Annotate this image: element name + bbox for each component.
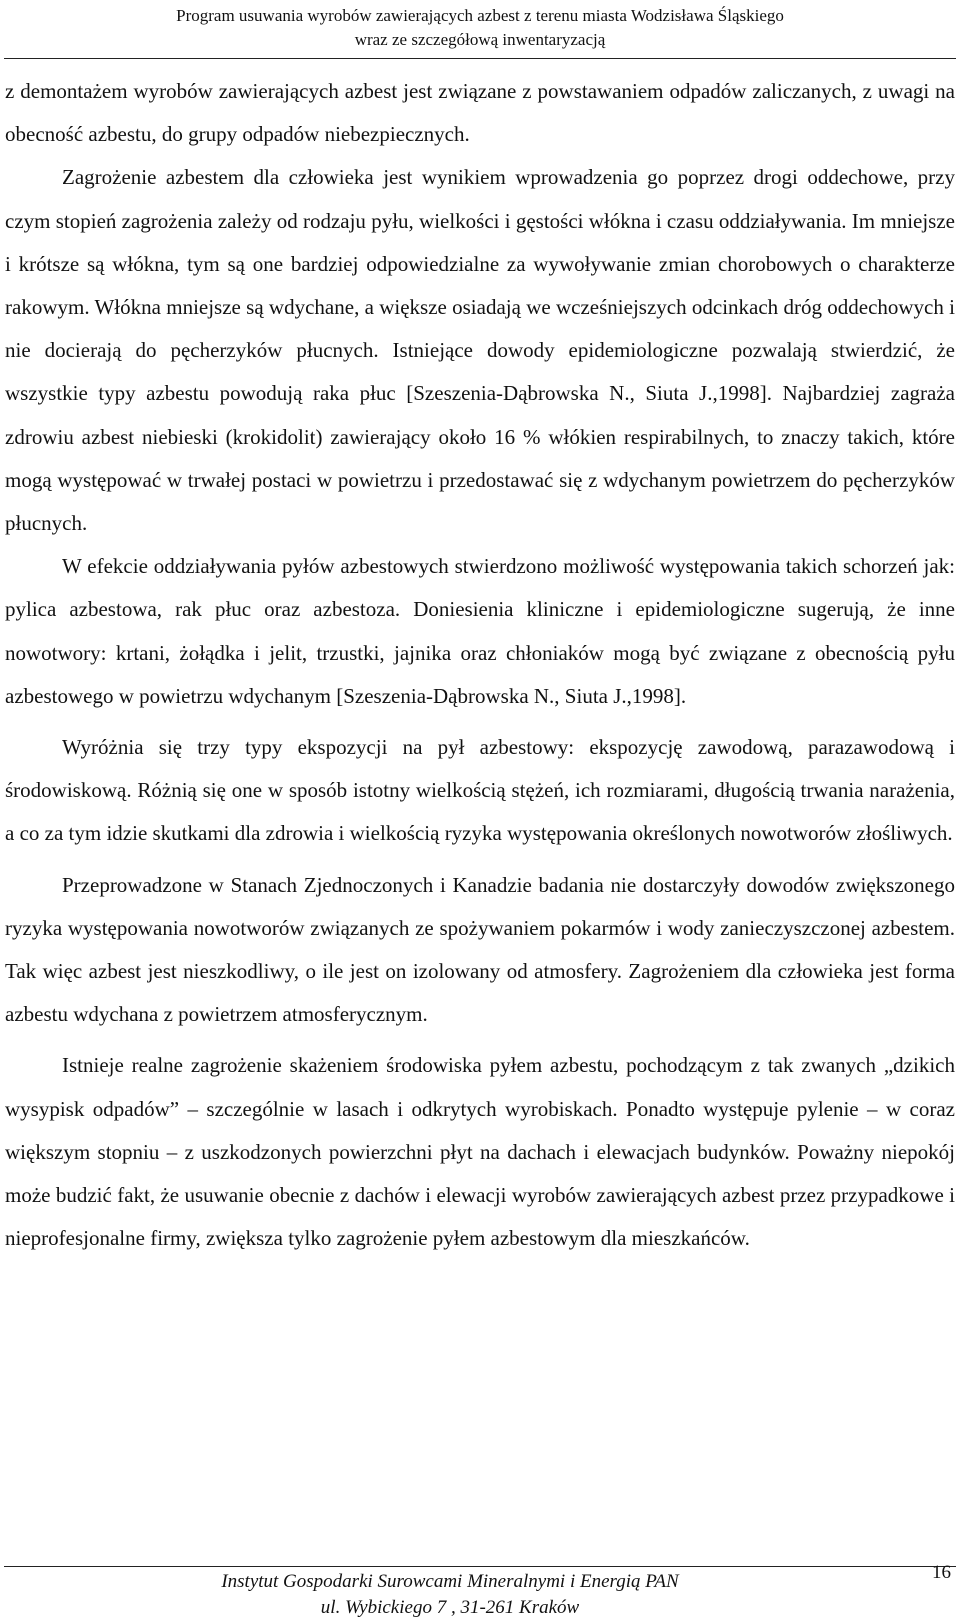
header-subtitle: wraz ze szczegółową inwentaryzacją [354,30,606,49]
page-header [0,4,960,52]
document-body [5,70,955,1260]
paragraph-1: z demontażem wyrobów zawierających azbest jest związane z powstawaniem odpadów zaliczanych, z uwagi na obecność azbestu, do grupy odpadów niebezpiecznych. [5,79,955,147]
footer-institution: Instytut Gospodarki Surowcami Mineralnymi i Energią PAN [221,1571,679,1592]
paragraph-6: Istnieje realne zagrożenie skażeniem środowiska pyłem azbestu, pochodzącym z tak zwanych „dzikich wysypisk odpadów” – szczególnie w lasach i odkrytych wyrobiskach. Ponadto występuje pylenie – w coraz większym stopniu – z uszkodzonych powierzchni płyt na dachach i elewacjach budynków. Poważny niepokój może budzić fakt, że usuwanie obecnie z dachów i elewacji wyrobów zawierających azbest przez przypadkowe i nieprofesjonalne firmy, zwiększa tylko zagrożenie pyłem azbestowym dla mieszkańców. [5,1053,955,1251]
header-divider [4,58,956,59]
page-number: 16 [932,1562,951,1583]
paragraph-3: W efekcie oddziaływania pyłów azbestowych stwierdzono możliwość występowania takich schorzeń jak: pylica azbestowa, rak płuc oraz azbestoza. Doniesienia kliniczne i epidemiologiczne sugerują, że inne nowotwory: krtani, żołądka i jelit, trzustki, jajnika oraz chłoniaków mogą być związane z obecnością pyłu azbestowego w powietrzu wdychanym [Szeszenia-Dąbrowska N., Siuta J.,1998]. [5,554,955,708]
header-title: Program usuwania wyrobów zawierających azbest z terenu miasta Wodzisława Śląskiego [176,6,784,25]
page-footer [90,1569,810,1621]
paragraph-2: Zagrożenie azbestem dla człowieka jest wynikiem wprowadzenia go poprzez drogi oddechowe, przy czym stopień zagrożenia zależy od rodzaju pyłu, wielkości i gęstości włókna i czasu oddziaływania. Im mniejsze i krótsze są włókna, tym są one bardziej odpowiedzialne za wywoływanie zmian chorobowych o charakterze rakowym. Włókna mniejsze są wdychane, a większe osiadają we wcześniejszych odcinkach dróg oddechowych i nie docierają do pęcherzyków płucnych. Istniejące dowody epidemiologiczne pozwalają stwierdzić, że wszystkie typy azbestu powodują raka płuc [Szeszenia-Dąbrowska N., Siuta J.,1998]. Najbardziej zagraża zdrowiu azbest niebieski (krokidolit) zawierający około 16 % włókien respirabilnych, to znaczy takich, które mogą występować w trwałej postaci w powietrzu i przedostawać się z wdychanym powietrzem do pęcherzyków płucnych. [5,165,955,536]
paragraph-5: Przeprowadzone w Stanach Zjednoczonych i Kanadzie badania nie dostarczyły dowodów zwiększonego ryzyka występowania nowotworów związanych ze spożywaniem pokarmów i wody zanieczyszczonej azbestem. Tak więc azbest jest nieszkodliwy, o ile jest on izolowany od atmosfery. Zagrożeniem dla człowieka jest forma azbestu wdychana z powietrzem atmosferycznym. [5,872,955,1027]
footer-divider [4,1566,956,1567]
paragraph-4: Wyróżnia się trzy typy ekspozycji na pył azbestowy: ekspozycję zawodową, parazawodową i środowiskową. Różnią się one w sposób istotny wielkością stężeń, ich rozmiarami, długością trwania narażenia, a co za tym idzie skutkami dla zdrowia i wielkością ryzyka występowania określonych nowotworów złośliwych. [5,735,955,846]
footer-address: ul. Wybickiego 7 , 31-261 Kraków [320,1597,580,1618]
